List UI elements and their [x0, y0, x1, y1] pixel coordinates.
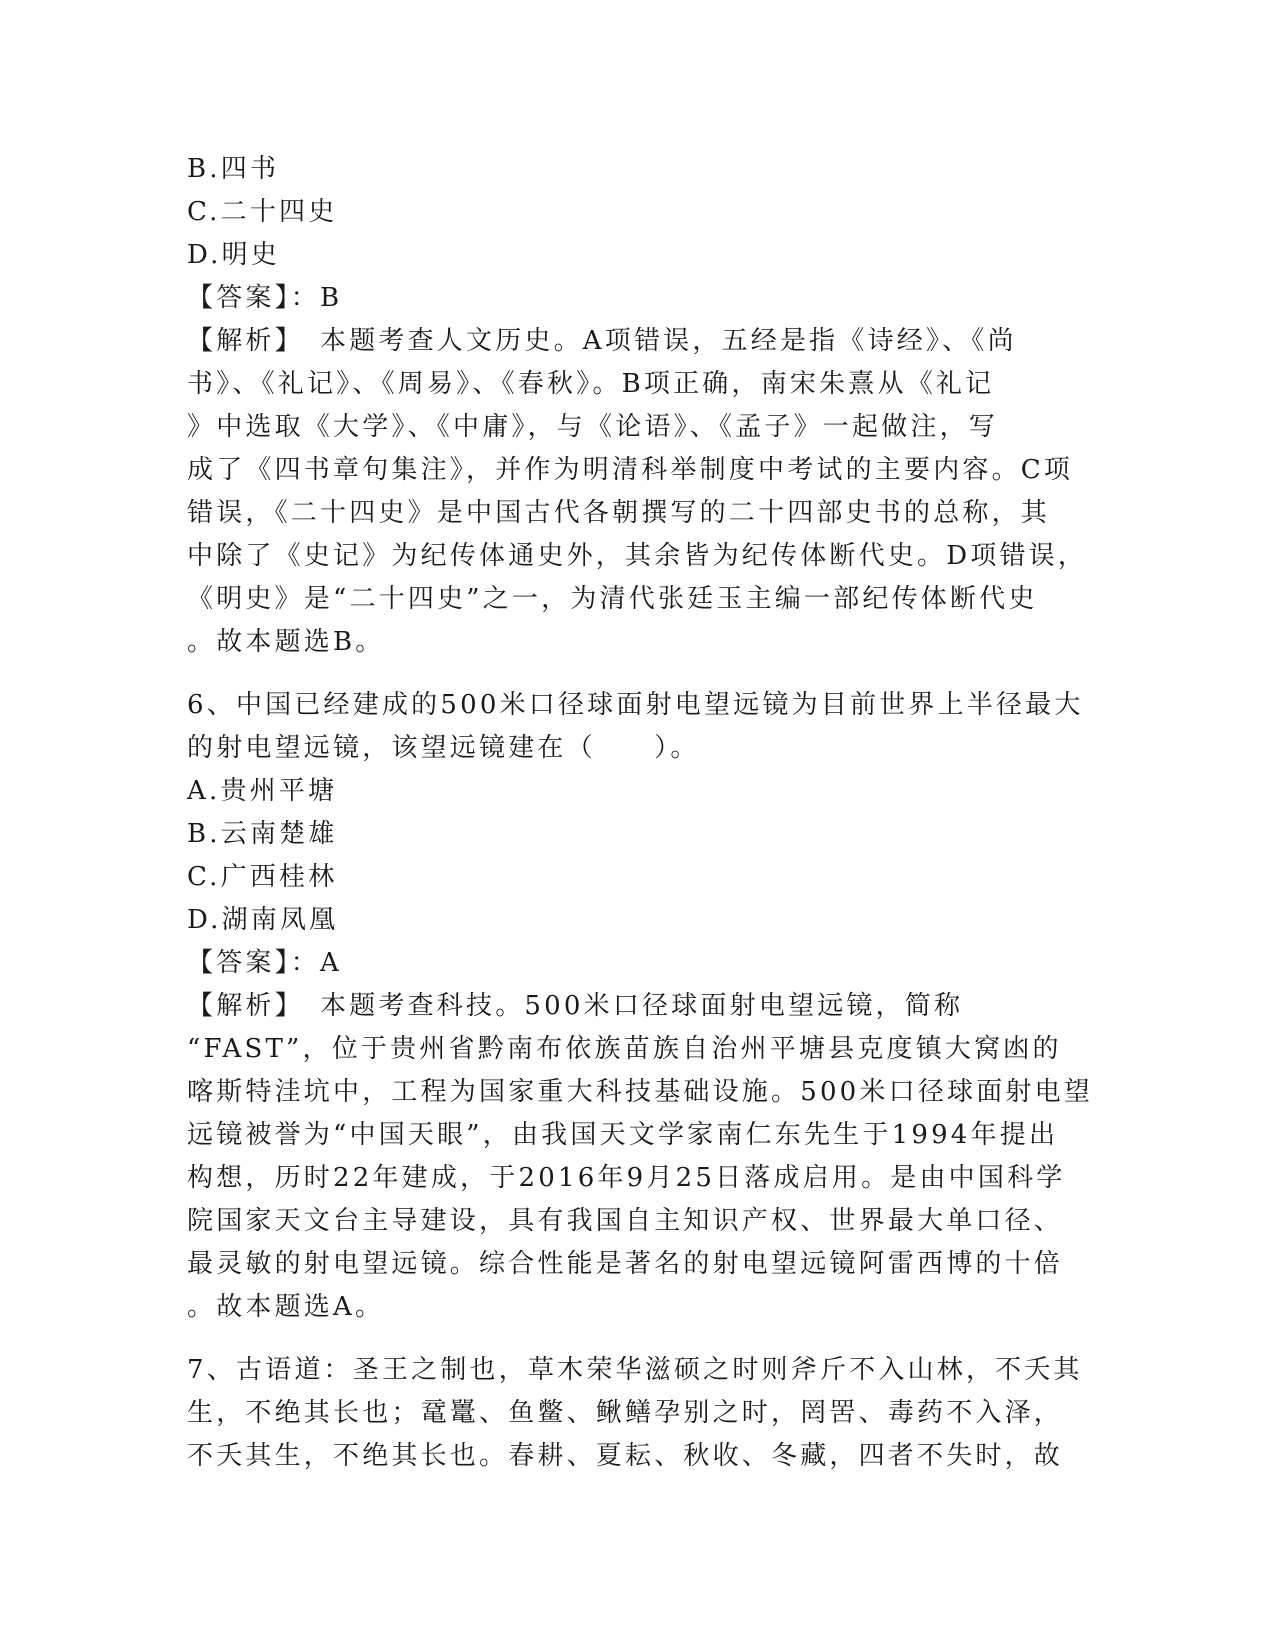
q5-analysis-line: 中除了《史记》为纪传体通史外，其余皆为纪传体断代史。D项错误， — [187, 541, 1088, 571]
q6-question-line: 6、中国已经建成的500米口径球面射电望远镜为目前世界上半径最大 — [187, 690, 1084, 720]
q6-analysis-line: “FAST”，位于贵州省黔南布依族苗族自治州平塘县克度镇大窝凼的 — [187, 1034, 1062, 1064]
q6-analysis-line: 【解析】 本题考查科技。500米口径球面射电望远镜，简称 — [187, 991, 964, 1021]
q5-option-c: C.二十四史 — [187, 197, 338, 227]
q7-question-line: 不夭其生，不绝其长也。春耕、夏耘、秋收、冬藏，四者不失时，故 — [187, 1441, 1064, 1471]
q6-question-line: 的射电望远镜，该望远镜建在（ ）。 — [187, 733, 700, 763]
q5-analysis-line: 》中选取《大学》、《中庸》，与《论语》、《孟子》一起做注，写 — [187, 412, 999, 442]
q5-option-b: B.四书 — [187, 154, 280, 184]
q5-answer: 【答案】：B — [187, 283, 343, 313]
q6-analysis-line: 喀斯特洼坑中，工程为国家重大科技基础设施。500米口径球面射电望 — [187, 1077, 1094, 1107]
q7-question-line: 生，不绝其长也；鼋鼍、鱼鳖、鳅鳝孕别之时，罔罟、毒药不入泽， — [187, 1398, 1064, 1428]
q6-analysis-line: 院国家天文台主导建设，具有我国自主知识产权、世界最大单口径、 — [187, 1206, 1064, 1236]
spacer — [187, 1329, 1087, 1349]
q5-analysis-line: 错误，《二十四史》是中国古代各朝撰写的二十四部史书的总称，其 — [187, 498, 1051, 528]
q6-option-b: B.云南楚雄 — [187, 819, 338, 849]
q6-option-c: C.广西桂林 — [187, 862, 338, 892]
q6-answer: 【答案】：A — [187, 948, 342, 978]
question-5-tail — [187, 148, 1087, 664]
q5-analysis-line: 【解析】 本题考查人文历史。A项错误，五经是指《诗经》、《尚 — [187, 326, 1017, 356]
q5-option-d: D.明史 — [187, 240, 280, 270]
q6-analysis-line: 远镜被誉为“中国天眼”，由我国天文学家南仁东先生于1994年提出 — [187, 1120, 1059, 1150]
q6-analysis-line: 最灵敏的射电望远镜。综合性能是著名的射电望远镜阿雷西博的十倍 — [187, 1249, 1064, 1279]
q5-analysis-line: 《明史》是“二十四史”之一，为清代张廷玉主编一部纪传体断代史 — [187, 584, 1038, 614]
document-page — [187, 148, 1094, 1478]
question-7 — [187, 1349, 1087, 1478]
q5-analysis-line: 成了《四书章句集注》，并作为明清科举制度中考试的主要内容。C项 — [187, 455, 1074, 485]
q6-analysis-line: 。故本题选A。 — [187, 1292, 385, 1322]
q5-analysis-line: 。故本题选B。 — [187, 627, 385, 657]
q6-option-a: A.贵州平塘 — [187, 776, 338, 806]
q7-question-line: 7、古语道：圣王之制也，草木荣华滋硕之时则斧斤不入山林，不夭其 — [187, 1355, 1083, 1385]
q6-option-d: D.湖南凤凰 — [187, 905, 339, 935]
q6-analysis-line: 构想，历时22年建成，于2016年9月25日落成启用。是由中国科学 — [187, 1163, 1066, 1193]
question-6 — [187, 684, 1094, 1329]
spacer — [187, 664, 1087, 684]
q5-analysis-line: 书》、《礼记》、《周易》、《春秋》。B项正确，南宋朱熹从《礼记 — [187, 369, 995, 399]
